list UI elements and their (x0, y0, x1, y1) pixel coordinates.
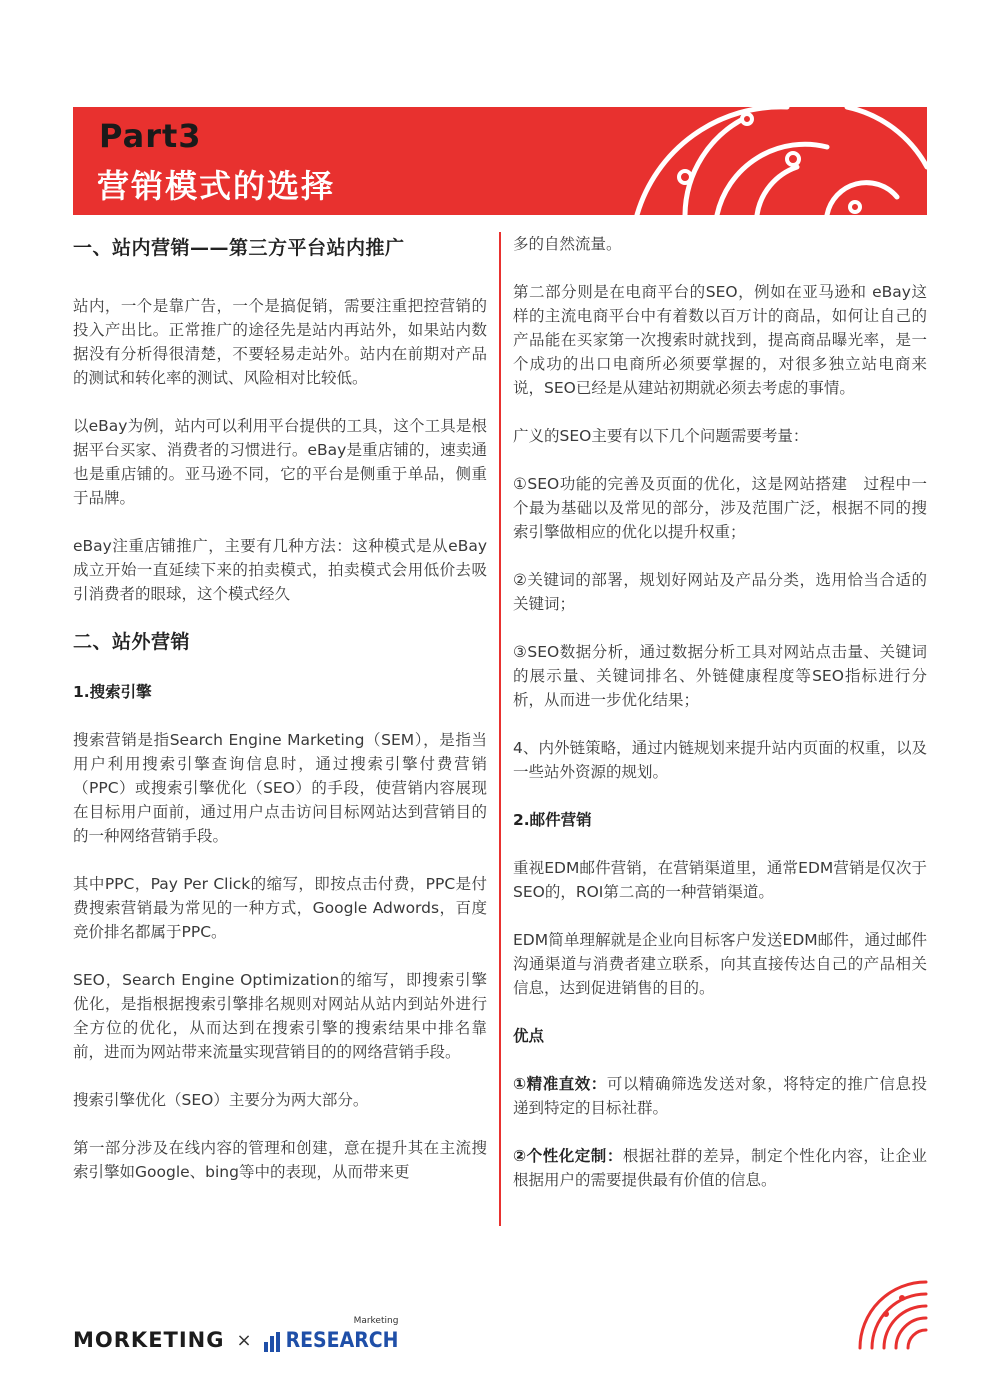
paragraph: eBay注重店铺推广，主要有几种方法：这种模式是从eBay成立开始一直延续下来的拍卖模式，拍卖模式会用低价去吸引消费者的眼球，这个模式经久 (73, 537, 487, 603)
banner-title: 营销模式的选择 (97, 167, 336, 205)
research-logo-text: RESEARCH (285, 1328, 399, 1352)
advantage-title: ②个性化定制： (513, 1147, 623, 1165)
advantage-text: 根据社群的差异，制定个性化内容，让企业根据用户的需要提供最有价值的信息。 (513, 1147, 927, 1189)
section-heading-onsite: 一、站内营销——第三方平台站内推广 (73, 237, 405, 259)
section-banner (73, 107, 927, 215)
paragraph: 重视EDM邮件营销，在营销渠道里，通常EDM营销是仅次于SEO的，ROI第二高的一种营销渠道。 (513, 859, 927, 901)
paragraph: ①SEO功能的完善及页面的优化，这是网站搭建 过程中一个最为基础以及常见的部分，涉及范围广泛，根据不同的搜索引擎做相应的优化以提升权重； (513, 475, 927, 541)
paragraph: ③SEO数据分析，通过数据分析工具对网站点击量、关键词的展示量、关键词排名、外链健康程度等SEO指标进行分析，从而进一步优化结果； (513, 643, 927, 709)
paragraph: 站内，一个是靠广告，一个是搞促销，需要注重把控营销的投入产出比。正常推广的途径先是站内再站外，如果站内数据没有分析得很清楚，不要轻易走站外。站内在前期对产品的测试和转化率的测试、风险相对比较低。 (73, 297, 487, 387)
footer-logos (73, 1316, 399, 1358)
advantage-item (513, 1144, 927, 1192)
column-divider (499, 232, 501, 1226)
research-logo-subtext: Marketing (353, 1316, 399, 1326)
morketing-logo: MORKETING (73, 1328, 225, 1352)
left-column (73, 232, 487, 1208)
paragraph: 以eBay为例，站内可以利用平台提供的工具，这个工具是根据平台买家、消费者的习惯进行。eBay是重店铺的，速卖通也是重店铺的。亚马逊不同，它的平台是侧重于单品，侧重于品牌。 (73, 417, 487, 507)
paragraph: 第二部分则是在电商平台的SEO，例如在亚马逊和 eBay这样的主流电商平台中有着数以百万计的商品，如何让自己的产品能在买家第一次搜索时就找到，提高商品曝光率，是一个成功的出口电商所必须要掌握的，对很多独立站电商来说，SEO已经是从建站初期就必须去考虑的事情。 (513, 283, 927, 397)
paragraph: ②关键词的部署，规划好网站及产品分类，选用恰当合适的关键词； (513, 571, 927, 613)
advantage-title: ①精准直效： (513, 1075, 607, 1093)
paragraph: 广义的SEO主要有以下几个问题需要考量： (513, 427, 809, 445)
paragraph: EDM简单理解就是企业向目标客户发送EDM邮件，通过邮件沟通渠道与消费者建立联系，向其直接传达自己的产品相关信息，达到促进销售的目的。 (513, 931, 927, 997)
section-heading-offsite: 二、站外营销 (73, 631, 191, 653)
right-column (513, 232, 927, 1216)
paragraph: 搜索营销是指Search Engine Marketing（SEM），是指当用户利用搜索引擎查询信息时，通过搜索引擎付费营销（PPC）或搜索引擎优化（SEO）的手段，使营销内容展现在目标用户面前，通过用户点击访问目标网站达到营销目的的一种网络营销手段。 (73, 731, 487, 845)
paragraph: 搜索引擎优化（SEO）主要分为两大部分。 (73, 1091, 369, 1109)
research-logo (264, 1316, 399, 1352)
cross-symbol: × (236, 1329, 252, 1351)
advantage-text: 可以精确筛选发送对象，将特定的推广信息投递到特定的目标社群。 (513, 1075, 927, 1117)
subheading-email-marketing: 2.邮件营销 (513, 811, 592, 829)
paragraph: SEO，Search Engine Optimization的缩写，即搜索引擎优化，是指根据搜索引擎排名规则对网站从站内到站外进行全方位的优化，从而达到在搜索引擎的搜索结果中排名靠前，进而为网站带来流量实现营销目的的网络营销手段。 (73, 971, 487, 1061)
footer-arcs-graphic (856, 1278, 928, 1350)
circuit-arcs-graphic (597, 107, 927, 215)
paragraph: 其中PPC，Pay Per Click的缩写，即按点击付费，PPC是付费搜索营销最为常见的一种方式，Google Adwords，百度竞价排名都属于PPC。 (73, 875, 487, 941)
subheading-search-engine: 1.搜索引擎 (73, 683, 152, 701)
paragraph: 第一部分涉及在线内容的管理和创建，意在提升其在主流搜索引擎如Google、bing等中的表现，从而带来更 (73, 1139, 487, 1181)
subheading-advantages: 优点 (513, 1027, 545, 1045)
banner-part-label: Part3 (99, 117, 202, 155)
advantage-item (513, 1072, 927, 1120)
bar-graph-icon (264, 1332, 282, 1352)
paragraph: 4、内外链策略，通过内链规划来提升站内页面的权重，以及一些站外资源的规划。 (513, 739, 927, 781)
paragraph: 多的自然流量。 (513, 235, 622, 253)
